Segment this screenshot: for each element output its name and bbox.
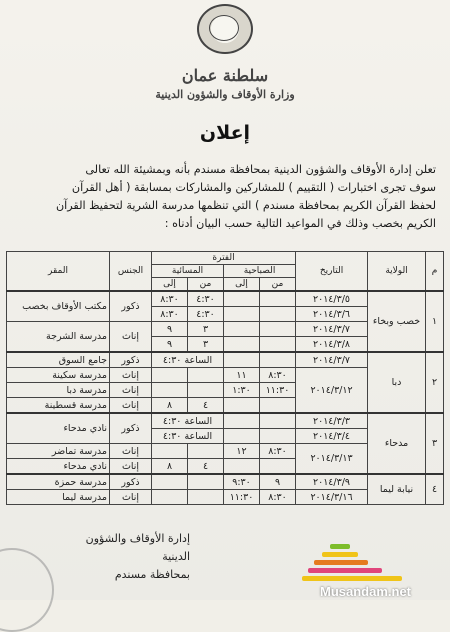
col-wilaya-header: الولاية xyxy=(368,252,426,292)
cell-morning-to xyxy=(224,307,260,322)
cell-evening-time: الساعة ٤:٣٠ xyxy=(152,413,224,429)
watermark-text: Musandam.net xyxy=(320,584,412,599)
cell-gender: ذكور xyxy=(110,352,152,368)
cell-morning-to: ١١:٣٠ xyxy=(224,490,260,505)
cell-morning-from: ٨:٣٠ xyxy=(260,444,296,459)
col-date-header: التاريخ xyxy=(296,252,368,292)
signature-block xyxy=(60,530,190,584)
header-ministry: وزارة الأوقاف والشؤون الدينية xyxy=(155,88,295,101)
cell-num: ٤ xyxy=(426,474,444,505)
body-line: تعلن إدارة الأوقاف والشؤون الدينية بمحافظة مسندم بأنه وبمشيئة الله تعالى xyxy=(85,163,436,176)
announcement-body xyxy=(10,161,436,233)
cell-date: ٢٠١٤/٣/٧ xyxy=(296,322,368,337)
cell-place: جامع السوق xyxy=(7,352,110,368)
cell-evening-to xyxy=(152,474,188,490)
cell-evening-from: ٤:٣٠ xyxy=(188,291,224,307)
cell-evening-from: ٤ xyxy=(188,459,224,475)
cell-place: نادي مدحاء xyxy=(7,413,110,444)
body-line: لحفظ القرآن الكريم بمحافظة مسندم ) التي تنظمها مدرسة الشرية لتحفيظ القرآن xyxy=(55,199,436,212)
cell-num: ٢ xyxy=(426,352,444,413)
evening-header: المسائية xyxy=(152,265,224,278)
cell-evening-from: ٣ xyxy=(188,322,224,337)
logo-stripe xyxy=(330,544,350,549)
cell-morning-from xyxy=(260,322,296,337)
evening-to-header: إلى xyxy=(152,278,188,292)
cell-evening-from xyxy=(188,383,224,398)
col-period-header: الفترة xyxy=(152,252,296,265)
cell-morning-to: ٩:٣٠ xyxy=(224,474,260,490)
cell-morning-to xyxy=(224,459,260,475)
cell-evening-time: الساعة ٤:٣٠ xyxy=(152,429,224,444)
table-row xyxy=(7,352,444,368)
cell-gender: إناث xyxy=(110,368,152,383)
cell-date: ٢٠١٤/٣/٥ xyxy=(296,291,368,307)
cell-morning-from xyxy=(260,291,296,307)
cell-place: مدرسة سكينة xyxy=(7,368,110,383)
morning-from-header: من xyxy=(260,278,296,292)
cell-morning-from xyxy=(260,413,296,429)
seal-inner-ring xyxy=(209,15,239,41)
cell-evening-to: ٨ xyxy=(152,459,188,475)
cell-morning-to xyxy=(224,413,260,429)
cell-morning-to: ١:٣٠ xyxy=(224,383,260,398)
cell-place: نادي مدحاء xyxy=(7,459,110,475)
cell-num: ٣ xyxy=(426,413,444,474)
cell-morning-from xyxy=(260,459,296,475)
footer-line: إدارة الأوقاف والشؤون الدينية xyxy=(85,532,190,563)
cell-date: ٢٠١٤/٣/٩ xyxy=(296,474,368,490)
body-line: الكريم بخصب وذلك في المواعيد التالية حسب البيان أدناه : xyxy=(164,217,436,230)
col-num-header: م xyxy=(426,252,444,292)
cell-morning-from xyxy=(260,337,296,353)
cell-wilaya: خصب وبخاء xyxy=(368,291,426,352)
cell-evening-from xyxy=(188,474,224,490)
cell-evening-to xyxy=(152,383,188,398)
cell-evening-from xyxy=(188,368,224,383)
cell-place: مدرسة حمزة xyxy=(7,474,110,490)
cell-num: ١ xyxy=(426,291,444,352)
cell-morning-from xyxy=(260,352,296,368)
evening-from-header: من xyxy=(188,278,224,292)
cell-morning-from xyxy=(260,398,296,414)
cell-morning-from: ٨:٣٠ xyxy=(260,490,296,505)
cell-gender: إناث xyxy=(110,490,152,505)
cell-place: مدرسة الشرجة xyxy=(7,322,110,353)
cell-gender: إناث xyxy=(110,383,152,398)
cell-morning-to xyxy=(224,398,260,414)
cell-date: ٢٠١٤/٣/١٣ xyxy=(296,444,368,475)
morning-header: الصباحية xyxy=(224,265,296,278)
cell-wilaya: مدحاء xyxy=(368,413,426,474)
cell-gender: ذكور xyxy=(110,413,152,444)
cell-place: مدرسة تماضر xyxy=(7,444,110,459)
logo-stripe xyxy=(314,560,368,565)
cell-date: ٢٠١٤/٣/١٦ xyxy=(296,490,368,505)
cell-morning-from: ٨:٣٠ xyxy=(260,368,296,383)
cell-wilaya: دبا xyxy=(368,352,426,413)
cell-gender: إناث xyxy=(110,444,152,459)
cell-morning-to: ١٢ xyxy=(224,444,260,459)
cell-morning-to: ١١ xyxy=(224,368,260,383)
cell-evening-time: الساعة ٤:٣٠ xyxy=(152,352,224,368)
announcement-title: إعلان xyxy=(199,122,251,144)
cell-gender: إناث xyxy=(110,398,152,414)
cell-date: ٢٠١٤/٣/٨ xyxy=(296,337,368,353)
cell-gender: ذكور xyxy=(110,474,152,490)
cell-gender: ذكور xyxy=(110,291,152,322)
cell-date: ٢٠١٤/٣/١٢ xyxy=(296,368,368,414)
body-line: سوف تجرى اختبارات ( التقييم ) للمشاركين والمشاركات بمسابقة ( أهل القرآن xyxy=(71,181,436,194)
cell-morning-to xyxy=(224,322,260,337)
morning-to-header: إلى xyxy=(224,278,260,292)
cell-evening-from: ٣ xyxy=(188,337,224,353)
cell-morning-from: ١١:٣٠ xyxy=(260,383,296,398)
cell-evening-from: ٤ xyxy=(188,398,224,414)
cell-date: ٢٠١٤/٣/٦ xyxy=(296,307,368,322)
cell-date: ٢٠١٤/٣/٧ xyxy=(296,352,368,368)
cell-evening-to xyxy=(152,444,188,459)
col-place-header: المقر xyxy=(7,252,110,292)
cell-place: مدرسة ليما xyxy=(7,490,110,505)
cell-evening-to: ٩ xyxy=(152,337,188,353)
cell-morning-from xyxy=(260,307,296,322)
table-row xyxy=(7,474,444,490)
cell-morning-to xyxy=(224,291,260,307)
office-stamp-icon xyxy=(0,548,54,632)
cell-evening-to: ٩ xyxy=(152,322,188,337)
cell-evening-from xyxy=(188,444,224,459)
cell-morning-from: ٩ xyxy=(260,474,296,490)
logo-stripe xyxy=(308,568,382,573)
table-row xyxy=(7,291,444,307)
musandam-logo-icon xyxy=(300,540,440,600)
cell-evening-to: ٨:٣٠ xyxy=(152,307,188,322)
cell-morning-to xyxy=(224,337,260,353)
cell-gender: إناث xyxy=(110,459,152,475)
cell-place: مدرسة دبا xyxy=(7,383,110,398)
cell-evening-to xyxy=(152,368,188,383)
cell-morning-to xyxy=(224,429,260,444)
header-country: سلطنة عمان xyxy=(181,66,269,85)
cell-date: ٢٠١٤/٣/٣ xyxy=(296,413,368,429)
cell-morning-to xyxy=(224,352,260,368)
table-row xyxy=(7,413,444,429)
cell-place: مكتب الأوقاف بخصب xyxy=(7,291,110,322)
logo-stripe xyxy=(322,552,358,557)
footer-line: بمحافظة مسندم xyxy=(114,568,190,581)
cell-evening-to xyxy=(152,490,188,505)
cell-evening-to: ٨:٣٠ xyxy=(152,291,188,307)
cell-gender: إناث xyxy=(110,322,152,353)
cell-evening-from xyxy=(188,490,224,505)
cell-date: ٢٠١٤/٣/٤ xyxy=(296,429,368,444)
ministry-seal-icon xyxy=(197,4,253,54)
cell-morning-from xyxy=(260,429,296,444)
cell-evening-to: ٨ xyxy=(152,398,188,414)
cell-place: مدرسة قسطينة xyxy=(7,398,110,414)
schedule-table xyxy=(6,251,444,505)
logo-stripe xyxy=(302,576,402,581)
cell-wilaya: نيابة ليما xyxy=(368,474,426,505)
cell-evening-from: ٤:٣٠ xyxy=(188,307,224,322)
col-gender-header: الجنس xyxy=(110,252,152,292)
